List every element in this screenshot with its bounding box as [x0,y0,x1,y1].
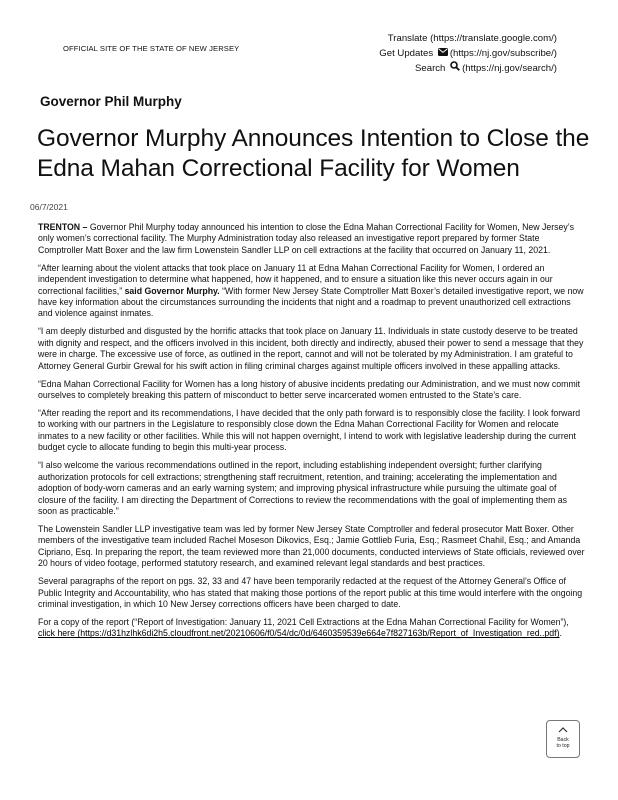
paragraph-9 [38,617,586,640]
back-to-top-button[interactable] [546,720,580,758]
paragraph-1 [38,222,586,256]
mail-icon [438,46,448,61]
get-updates-link[interactable] [379,46,557,61]
paragraph-2-text-a: “After learning about the violent attacks that took place on January 11 at Edna Mahan Correctional Facility for Women, I ordered an independent investigation to determine what happened, how it happened, and to ensure a situation like this never occurs again in our correctional facilities,” [38,262,553,296]
search-label: Search [415,63,446,75]
chevron-up-icon [547,727,579,735]
article-title: Governor Murphy Announces Intention to Close the Edna Mahan Correctional Facility for Women [37,125,590,182]
paragraph-2-bold: said Governor Murphy. [124,285,220,296]
search-link[interactable] [379,61,557,76]
report-link[interactable]: click here (https://d31hzlhk6di2h5.cloudfront.net/20210606/f0/54/dc/0d/6460359539e664e7f827163b/Report_of_Investigation_red..pdf) [38,628,560,639]
site-name[interactable]: Governor Phil Murphy [40,94,182,109]
paragraph-5: “After reading the report and its recommendations, I have decided that the only path forward is to responsibly close the facility. I look forward to working with our partners in the Legislature to responsibly close down the Edna Mahan Correctional Facility for Women and relocate inmates to a new facility or other facilities. While this will not happen overnight, I intend to work with legislative leadership during the current budget cycle to allocate funding to begin this multi-year process. [38,408,581,453]
search-url: (https://nj.gov/search/) [462,63,557,75]
translate-link[interactable]: Translate (https://translate.google.com/) [387,33,557,44]
paragraph-2 [38,263,586,320]
dateline: TRENTON – [38,222,88,232]
back-to-top-line2: to top [556,743,570,749]
paragraph-4: “Edna Mahan Correctional Facility for Women has a long history of abusive incidents predating our Administration, and we must now commit ourselves to completely breaking this pattern of misconduct to better serve incarcerated women entrusted to the State’s care. [38,378,581,401]
official-site-label: OFFICIAL SITE OF THE STATE OF NEW JERSEY [63,44,240,53]
paragraph-8: Several paragraphs of the report on pgs. 32, 33 and 47 have been temporarily redacted at the request of the Attorney General’s Office of Public Integrity and Accountability, who has stated that making those portions of the report public at this time would interfere with the ongoing criminal investigation, in which 10 New Jersey corrections officers have been charged to date. [38,576,583,609]
article-body [38,222,586,646]
get-updates-url: (https://nj.gov/subscribe/) [449,48,557,60]
paragraph-3: “I am deeply disturbed and disgusted by the horrific attacks that took place on January 11. Individuals in state custody deserve to be treated with dignity and respect, and the officers involved in this incident, both directly and indirectly, abused their power to send a message that they were in charge. The excessive use of force, as outlined in the report, cannot and will not be tolerated by my Administration. I am grateful to Attorney General Gurbir Grewal for his swift action in filing criminal charges against multiple officers involved in these appalling attacks. [38,326,584,371]
get-updates-label: Get Updates [379,48,434,60]
paragraph-2-text-b: “With former New Jersey State Comptroller Matt Boxer’s detailed investigative report, we now have key information about the circumstances surrounding the incidents that night and a roadmap to prevent unauthorized cell extractions and violence against inmates. [38,285,584,319]
paragraph-6: “I also welcome the various recommendations outlined in the report, including establishing independent oversight; further clarifying authorization protocols for cell extractions; strengthening staff recruitment, retention, and training; accelerating the implementation and adoption of body-worn cameras and an early warning system; and improving physical infrastructure while pursuing the ultimate goal of closure of the facility. I am directing the Department of Corrections to review the recommendations with the goal of implementing them as soon as practicable.” [38,460,567,516]
paragraph-1-text: Governor Phil Murphy today announced his intention to close the Edna Mahan Correctional Facility for Women, New Jersey’s only women’s correctional facility. The Murphy Administration today also released an investigative report prepared by former State Comptroller Matt Boxer and the law firm Lowenstein Sandler LLP on cell extractions at the facility that occurred on January 11, 2021. [38,222,574,255]
back-to-top-line1: Back [557,737,569,743]
paragraph-7: The Lowenstein Sandler LLP investigative team was led by former New Jersey State Comptroller and federal prosecutor Matt Boxer. Other members of the investigative team included Rachel Moseson Dikovics, Esq.; Jamie Gottlieb Furia, Esq.; Rasmeet Chahil, Esq.; and Amanda Cipriano, Esq. In preparing the report, the team reviewed more than 21,000 documents, conducted interviews of State officials, reviewed over 20 hours of video footage, performed statutory research, and examined relevant legal standards and best practices. [38,523,585,569]
article-date: 06/7/2021 [30,202,68,212]
top-links [379,31,557,76]
search-icon [450,61,460,76]
paragraph-9-text: For a copy of the report (“Report of Investigation: January 11, 2021 Cell Extractions at the Edna Mahan Correctional Facility for Women”), [38,616,569,627]
paragraph-9-end: . [559,628,562,639]
